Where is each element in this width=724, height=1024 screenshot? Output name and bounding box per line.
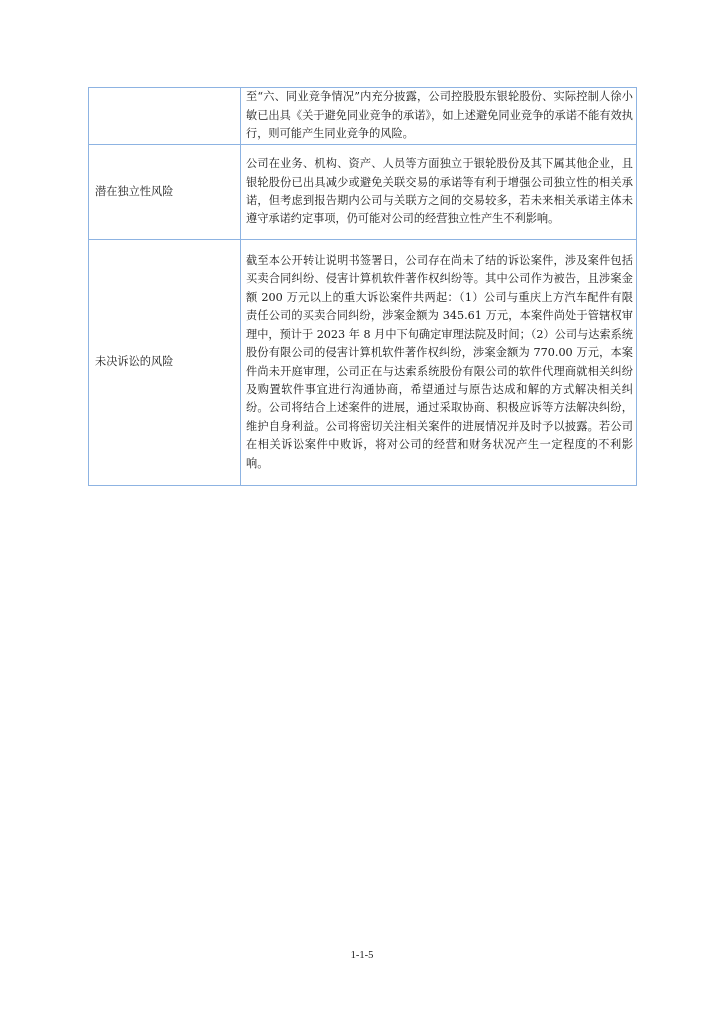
- risk-name-cell: [89, 88, 241, 145]
- risk-table: [88, 87, 637, 486]
- risk-name-cell: 未决诉讼的风险: [89, 240, 241, 486]
- risk-description-cell: 至“六、同业竞争情况”内充分披露，公司控股股东银轮股份、实际控制人徐小敏已出具《关于避免同业竞争的承诺》，如上述避免同业竞争的承诺不能有效执行，则可能产生同业竞争的风险。: [241, 88, 637, 145]
- table-row: [89, 145, 637, 240]
- risk-name-cell: 潜在独立性风险: [89, 145, 241, 240]
- page-number: 1-1-5: [350, 950, 374, 961]
- risk-description-cell: 公司在业务、机构、资产、人员等方面独立于银轮股份及其下属其他企业，且银轮股份已出具减少或避免关联交易的承诺等有利于增强公司独立性的相关承诺，但考虑到报告期内公司与关联方之间的交易较多，若未来相关承诺主体未遵守承诺约定事项，仍可能对公司的经营独立性产生不利影响。: [241, 145, 637, 240]
- table-row: [89, 88, 637, 145]
- risk-description-cell: 截至本公开转让说明书签署日，公司存在尚未了结的诉讼案件，涉及案件包括买卖合同纠纷、侵害计算机软件著作权纠纷等。其中公司作为被告，且涉案金额 200 万元以上的重大诉讼案件共两起：（1）公司与重庆上方汽车配件有限责任公司的买卖合同纠纷，涉案金额为 345.61 万元，本案件尚处于管辖权审理中，预计于 2023 年 8 月中下旬确定审理法院及时间；（2）公司与达索系统股份有限公司的侵害计算机软件著作权纠纷，涉案金额为 770.00 万元，本案件尚未开庭审理，公司正在与达索系统股份有限公司的软件代理商就相关纠纷及购置软件事宜进行沟通协商，希望通过与原告达成和解的方式解决相关纠纷。公司将结合上述案件的进展，通过采取协商、积极应诉等方法解决纠纷，维护自身利益。公司将密切关注相关案件的进展情况并及时予以披露。若公司在相关诉讼案件中败诉，将对公司的经营和财务状况产生一定程度的不利影响。: [241, 240, 637, 486]
- table-row: [89, 240, 637, 486]
